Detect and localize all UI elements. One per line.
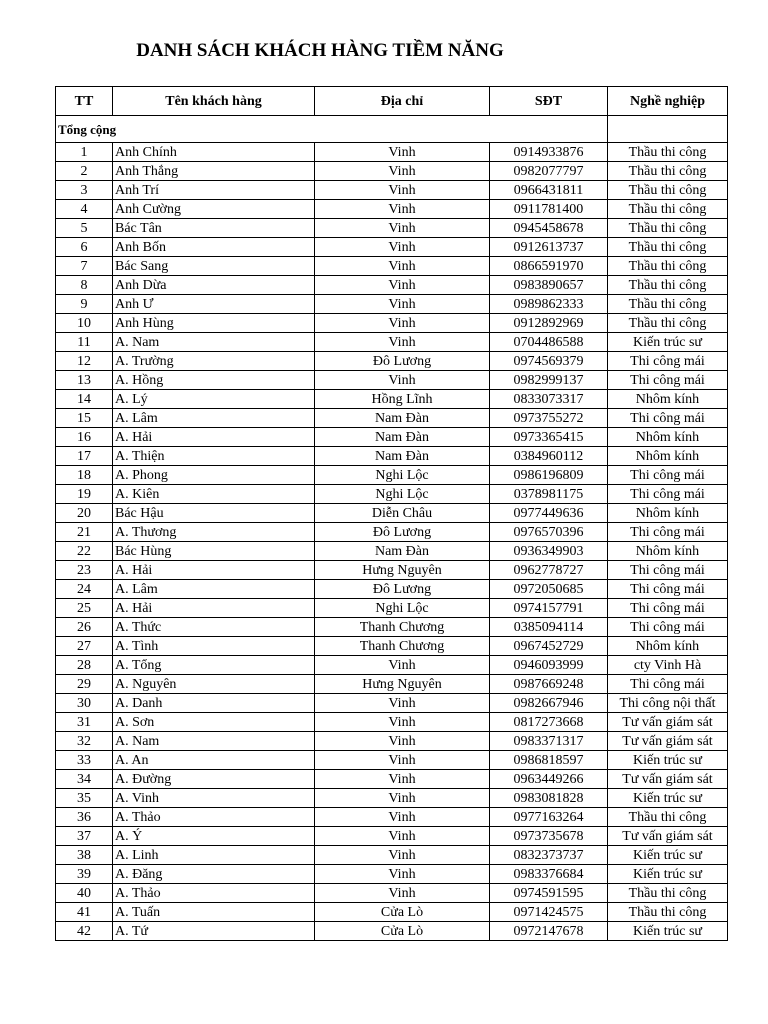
cell-phone: 0945458678 xyxy=(490,219,608,238)
cell-phone: 0973755272 xyxy=(490,409,608,428)
cell-address: Vinh xyxy=(315,162,490,181)
cell-phone: 0946093999 xyxy=(490,656,608,675)
cell-tt: 34 xyxy=(56,770,113,789)
cell-address: Vinh xyxy=(315,751,490,770)
cell-tt: 33 xyxy=(56,751,113,770)
cell-address: Hồng Lĩnh xyxy=(315,390,490,409)
cell-phone: 0962778727 xyxy=(490,561,608,580)
cell-tt: 15 xyxy=(56,409,113,428)
table-row xyxy=(56,808,728,827)
table-row xyxy=(56,637,728,656)
cell-tt: 30 xyxy=(56,694,113,713)
cell-tt: 31 xyxy=(56,713,113,732)
cell-occupation: Thi công mái xyxy=(608,371,728,390)
cell-occupation: Thầu thi công xyxy=(608,257,728,276)
cell-occupation: Nhôm kính xyxy=(608,390,728,409)
cell-occupation: Thầu thi công xyxy=(608,143,728,162)
cell-address: Vinh xyxy=(315,295,490,314)
table-row xyxy=(56,865,728,884)
cell-occupation: Thầu thi công xyxy=(608,808,728,827)
cell-name: Anh Cường xyxy=(113,200,315,219)
cell-occupation: Kiến trúc sư xyxy=(608,922,728,941)
cell-address: Vinh xyxy=(315,770,490,789)
cell-name: Bác Sang xyxy=(113,257,315,276)
cell-phone: 0832373737 xyxy=(490,846,608,865)
cell-phone: 0982667946 xyxy=(490,694,608,713)
cell-phone: 0989862333 xyxy=(490,295,608,314)
cell-tt: 38 xyxy=(56,846,113,865)
cell-tt: 36 xyxy=(56,808,113,827)
cell-address: Vinh xyxy=(315,865,490,884)
cell-name: Anh Thắng xyxy=(113,162,315,181)
cell-tt: 7 xyxy=(56,257,113,276)
cell-occupation: Thầu thi công xyxy=(608,276,728,295)
table-row xyxy=(56,618,728,637)
cell-tt: 23 xyxy=(56,561,113,580)
cell-phone: 0911781400 xyxy=(490,200,608,219)
cell-name: Anh Ư xyxy=(113,295,315,314)
cell-address: Vinh xyxy=(315,713,490,732)
cell-occupation: Kiến trúc sư xyxy=(608,751,728,770)
cell-phone: 0973735678 xyxy=(490,827,608,846)
cell-phone: 0966431811 xyxy=(490,181,608,200)
cell-name: A. Kiên xyxy=(113,485,315,504)
table-row xyxy=(56,599,728,618)
cell-address: Vinh xyxy=(315,884,490,903)
table-row xyxy=(56,751,728,770)
cell-occupation: Nhôm kính xyxy=(608,504,728,523)
cell-phone: 0982077797 xyxy=(490,162,608,181)
cell-name: A. Ý xyxy=(113,827,315,846)
cell-address: Nghi Lộc xyxy=(315,485,490,504)
header-address: Địa chỉ xyxy=(315,87,490,116)
table-row xyxy=(56,485,728,504)
cell-phone: 0704486588 xyxy=(490,333,608,352)
cell-address: Thanh Chương xyxy=(315,618,490,637)
cell-name: A. Nam xyxy=(113,732,315,751)
cell-tt: 42 xyxy=(56,922,113,941)
header-occupation: Nghề nghiệp xyxy=(608,87,728,116)
cell-address: Vinh xyxy=(315,314,490,333)
cell-name: Bác Tân xyxy=(113,219,315,238)
table-row xyxy=(56,181,728,200)
table-row xyxy=(56,409,728,428)
table-row xyxy=(56,447,728,466)
cell-tt: 16 xyxy=(56,428,113,447)
table-row xyxy=(56,580,728,599)
cell-name: A. Tuấn xyxy=(113,903,315,922)
cell-tt: 6 xyxy=(56,238,113,257)
cell-phone: 0983376684 xyxy=(490,865,608,884)
cell-phone: 0977163264 xyxy=(490,808,608,827)
cell-occupation: cty Vinh Hà xyxy=(608,656,728,675)
table-row xyxy=(56,922,728,941)
cell-occupation: Thi công mái xyxy=(608,485,728,504)
cell-tt: 40 xyxy=(56,884,113,903)
cell-phone: 0914933876 xyxy=(490,143,608,162)
cell-occupation: Thi công nội thất xyxy=(608,694,728,713)
cell-address: Vinh xyxy=(315,656,490,675)
table-row xyxy=(56,352,728,371)
cell-occupation: Nhôm kính xyxy=(608,447,728,466)
cell-tt: 13 xyxy=(56,371,113,390)
cell-name: A. Phong xyxy=(113,466,315,485)
header-phone: SĐT xyxy=(490,87,608,116)
cell-occupation: Thầu thi công xyxy=(608,238,728,257)
table-row xyxy=(56,675,728,694)
table-row xyxy=(56,561,728,580)
cell-occupation: Thầu thi công xyxy=(608,903,728,922)
cell-name: A. Thảo xyxy=(113,884,315,903)
cell-occupation: Thi công mái xyxy=(608,409,728,428)
table-row xyxy=(56,789,728,808)
cell-occupation: Thi công mái xyxy=(608,352,728,371)
table-row xyxy=(56,371,728,390)
table-row xyxy=(56,903,728,922)
cell-address: Vinh xyxy=(315,694,490,713)
cell-occupation: Nhôm kính xyxy=(608,542,728,561)
cell-occupation: Kiến trúc sư xyxy=(608,333,728,352)
table-row xyxy=(56,428,728,447)
cell-address: Vinh xyxy=(315,371,490,390)
cell-occupation: Thầu thi công xyxy=(608,181,728,200)
cell-address: Vinh xyxy=(315,219,490,238)
cell-tt: 24 xyxy=(56,580,113,599)
cell-phone: 0971424575 xyxy=(490,903,608,922)
cell-occupation: Kiến trúc sư xyxy=(608,846,728,865)
cell-occupation: Thi công mái xyxy=(608,618,728,637)
cell-name: Anh Chính xyxy=(113,143,315,162)
cell-name: A. Hồng xyxy=(113,371,315,390)
cell-name: Bác Hùng xyxy=(113,542,315,561)
cell-tt: 28 xyxy=(56,656,113,675)
table-row xyxy=(56,884,728,903)
cell-address: Vinh xyxy=(315,789,490,808)
cell-tt: 12 xyxy=(56,352,113,371)
table-row xyxy=(56,257,728,276)
cell-occupation: Thầu thi công xyxy=(608,162,728,181)
cell-address: Vinh xyxy=(315,181,490,200)
cell-name: A. Vinh xyxy=(113,789,315,808)
cell-tt: 10 xyxy=(56,314,113,333)
cell-name: A. Sơn xyxy=(113,713,315,732)
page-title: DANH SÁCH KHÁCH HÀNG TIỀM NĂNG xyxy=(136,40,504,61)
cell-occupation: Kiến trúc sư xyxy=(608,865,728,884)
table-row xyxy=(56,143,728,162)
cell-address: Hưng Nguyên xyxy=(315,561,490,580)
customer-table xyxy=(55,86,728,941)
cell-address: Nghi Lộc xyxy=(315,599,490,618)
cell-occupation: Thầu thi công xyxy=(608,884,728,903)
cell-address: Đô Lương xyxy=(315,580,490,599)
cell-phone: 0972147678 xyxy=(490,922,608,941)
cell-phone: 0973365415 xyxy=(490,428,608,447)
cell-name: A. Hải xyxy=(113,428,315,447)
cell-tt: 41 xyxy=(56,903,113,922)
cell-address: Nam Đàn xyxy=(315,428,490,447)
header-name: Tên khách hàng xyxy=(113,87,315,116)
cell-name: A. Tình xyxy=(113,637,315,656)
table-row xyxy=(56,219,728,238)
cell-phone: 0982999137 xyxy=(490,371,608,390)
cell-name: A. Đăng xyxy=(113,865,315,884)
header-tt: TT xyxy=(56,87,113,116)
cell-phone: 0974157791 xyxy=(490,599,608,618)
cell-address: Thanh Chương xyxy=(315,637,490,656)
cell-address: Diễn Châu xyxy=(315,504,490,523)
cell-occupation: Tư vấn giám sát xyxy=(608,827,728,846)
table-row xyxy=(56,276,728,295)
cell-tt: 27 xyxy=(56,637,113,656)
cell-address: Đô Lương xyxy=(315,523,490,542)
cell-name: A. Thức xyxy=(113,618,315,637)
cell-name: A. Tứ xyxy=(113,922,315,941)
cell-name: A. An xyxy=(113,751,315,770)
cell-occupation: Thi công mái xyxy=(608,599,728,618)
table-row xyxy=(56,827,728,846)
cell-name: A. Thảo xyxy=(113,808,315,827)
total-label: Tổng cộng xyxy=(56,116,608,143)
cell-phone: 0987669248 xyxy=(490,675,608,694)
cell-name: A. Tổng xyxy=(113,656,315,675)
cell-phone: 0385094114 xyxy=(490,618,608,637)
cell-occupation: Thi công mái xyxy=(608,466,728,485)
cell-name: A. Nguyên xyxy=(113,675,315,694)
cell-occupation: Tư vấn giám sát xyxy=(608,770,728,789)
cell-occupation: Thi công mái xyxy=(608,523,728,542)
cell-phone: 0912613737 xyxy=(490,238,608,257)
cell-address: Vinh xyxy=(315,808,490,827)
cell-address: Nam Đàn xyxy=(315,447,490,466)
cell-phone: 0974591595 xyxy=(490,884,608,903)
cell-address: Vinh xyxy=(315,827,490,846)
cell-occupation: Thầu thi công xyxy=(608,200,728,219)
table-row xyxy=(56,770,728,789)
cell-phone: 0974569379 xyxy=(490,352,608,371)
cell-tt: 4 xyxy=(56,200,113,219)
cell-occupation: Nhôm kính xyxy=(608,637,728,656)
table-row xyxy=(56,732,728,751)
cell-tt: 32 xyxy=(56,732,113,751)
cell-address: Đô Lương xyxy=(315,352,490,371)
table-row xyxy=(56,542,728,561)
cell-name: Bác Hậu xyxy=(113,504,315,523)
cell-tt: 19 xyxy=(56,485,113,504)
table-row xyxy=(56,295,728,314)
cell-occupation: Thầu thi công xyxy=(608,295,728,314)
table-row xyxy=(56,846,728,865)
cell-name: A. Lý xyxy=(113,390,315,409)
table-row xyxy=(56,390,728,409)
cell-occupation: Thi công mái xyxy=(608,675,728,694)
cell-name: A. Nam xyxy=(113,333,315,352)
cell-address: Vinh xyxy=(315,846,490,865)
cell-address: Vinh xyxy=(315,333,490,352)
cell-occupation: Thi công mái xyxy=(608,561,728,580)
cell-phone: 0912892969 xyxy=(490,314,608,333)
cell-name: A. Lâm xyxy=(113,580,315,599)
cell-name: A. Đường xyxy=(113,770,315,789)
cell-occupation: Tư vấn giám sát xyxy=(608,732,728,751)
cell-name: A. Hải xyxy=(113,599,315,618)
cell-tt: 25 xyxy=(56,599,113,618)
cell-tt: 17 xyxy=(56,447,113,466)
cell-occupation: Kiến trúc sư xyxy=(608,789,728,808)
cell-tt: 26 xyxy=(56,618,113,637)
cell-tt: 29 xyxy=(56,675,113,694)
cell-name: A. Trường xyxy=(113,352,315,371)
table-row xyxy=(56,656,728,675)
cell-phone: 0972050685 xyxy=(490,580,608,599)
cell-address: Cửa Lò xyxy=(315,903,490,922)
cell-name: Anh Bốn xyxy=(113,238,315,257)
cell-address: Hưng Nguyên xyxy=(315,675,490,694)
cell-name: Anh Trí xyxy=(113,181,315,200)
table-row xyxy=(56,694,728,713)
cell-address: Cửa Lò xyxy=(315,922,490,941)
cell-tt: 35 xyxy=(56,789,113,808)
cell-name: A. Linh xyxy=(113,846,315,865)
cell-phone: 0963449266 xyxy=(490,770,608,789)
cell-tt: 3 xyxy=(56,181,113,200)
table-row xyxy=(56,466,728,485)
cell-tt: 2 xyxy=(56,162,113,181)
cell-phone: 0967452729 xyxy=(490,637,608,656)
total-row xyxy=(56,116,728,143)
cell-name: A. Danh xyxy=(113,694,315,713)
table-row xyxy=(56,504,728,523)
cell-occupation: Thi công mái xyxy=(608,580,728,599)
cell-tt: 11 xyxy=(56,333,113,352)
cell-address: Vinh xyxy=(315,276,490,295)
cell-address: Vinh xyxy=(315,732,490,751)
header-row xyxy=(56,87,728,116)
cell-phone: 0817273668 xyxy=(490,713,608,732)
table-row xyxy=(56,523,728,542)
cell-phone: 0986818597 xyxy=(490,751,608,770)
cell-phone: 0983371317 xyxy=(490,732,608,751)
cell-name: Anh Hùng xyxy=(113,314,315,333)
cell-address: Nghi Lộc xyxy=(315,466,490,485)
table-row xyxy=(56,314,728,333)
cell-tt: 9 xyxy=(56,295,113,314)
cell-name: A. Lâm xyxy=(113,409,315,428)
cell-name: Anh Dừa xyxy=(113,276,315,295)
cell-phone: 0384960112 xyxy=(490,447,608,466)
cell-occupation: Tư vấn giám sát xyxy=(608,713,728,732)
table-row xyxy=(56,200,728,219)
cell-phone: 0936349903 xyxy=(490,542,608,561)
cell-name: A. Thương xyxy=(113,523,315,542)
cell-address: Nam Đàn xyxy=(315,542,490,561)
table-row xyxy=(56,162,728,181)
cell-name: A. Hải xyxy=(113,561,315,580)
table-row xyxy=(56,333,728,352)
cell-occupation: Thầu thi công xyxy=(608,219,728,238)
table-row xyxy=(56,238,728,257)
cell-name: A. Thiện xyxy=(113,447,315,466)
cell-address: Vinh xyxy=(315,143,490,162)
cell-occupation: Nhôm kính xyxy=(608,428,728,447)
cell-tt: 5 xyxy=(56,219,113,238)
cell-address: Vinh xyxy=(315,238,490,257)
cell-address: Vinh xyxy=(315,257,490,276)
cell-phone: 0866591970 xyxy=(490,257,608,276)
cell-address: Nam Đàn xyxy=(315,409,490,428)
cell-phone: 0983890657 xyxy=(490,276,608,295)
cell-tt: 39 xyxy=(56,865,113,884)
cell-tt: 18 xyxy=(56,466,113,485)
cell-tt: 8 xyxy=(56,276,113,295)
cell-tt: 1 xyxy=(56,143,113,162)
cell-tt: 21 xyxy=(56,523,113,542)
cell-phone: 0833073317 xyxy=(490,390,608,409)
cell-tt: 22 xyxy=(56,542,113,561)
cell-address: Vinh xyxy=(315,200,490,219)
cell-tt: 20 xyxy=(56,504,113,523)
cell-phone: 0983081828 xyxy=(490,789,608,808)
cell-phone: 0976570396 xyxy=(490,523,608,542)
cell-occupation: Thầu thi công xyxy=(608,314,728,333)
table-row xyxy=(56,713,728,732)
cell-tt: 14 xyxy=(56,390,113,409)
cell-phone: 0378981175 xyxy=(490,485,608,504)
cell-tt: 37 xyxy=(56,827,113,846)
cell-phone: 0977449636 xyxy=(490,504,608,523)
cell-phone: 0986196809 xyxy=(490,466,608,485)
total-value xyxy=(608,116,728,143)
